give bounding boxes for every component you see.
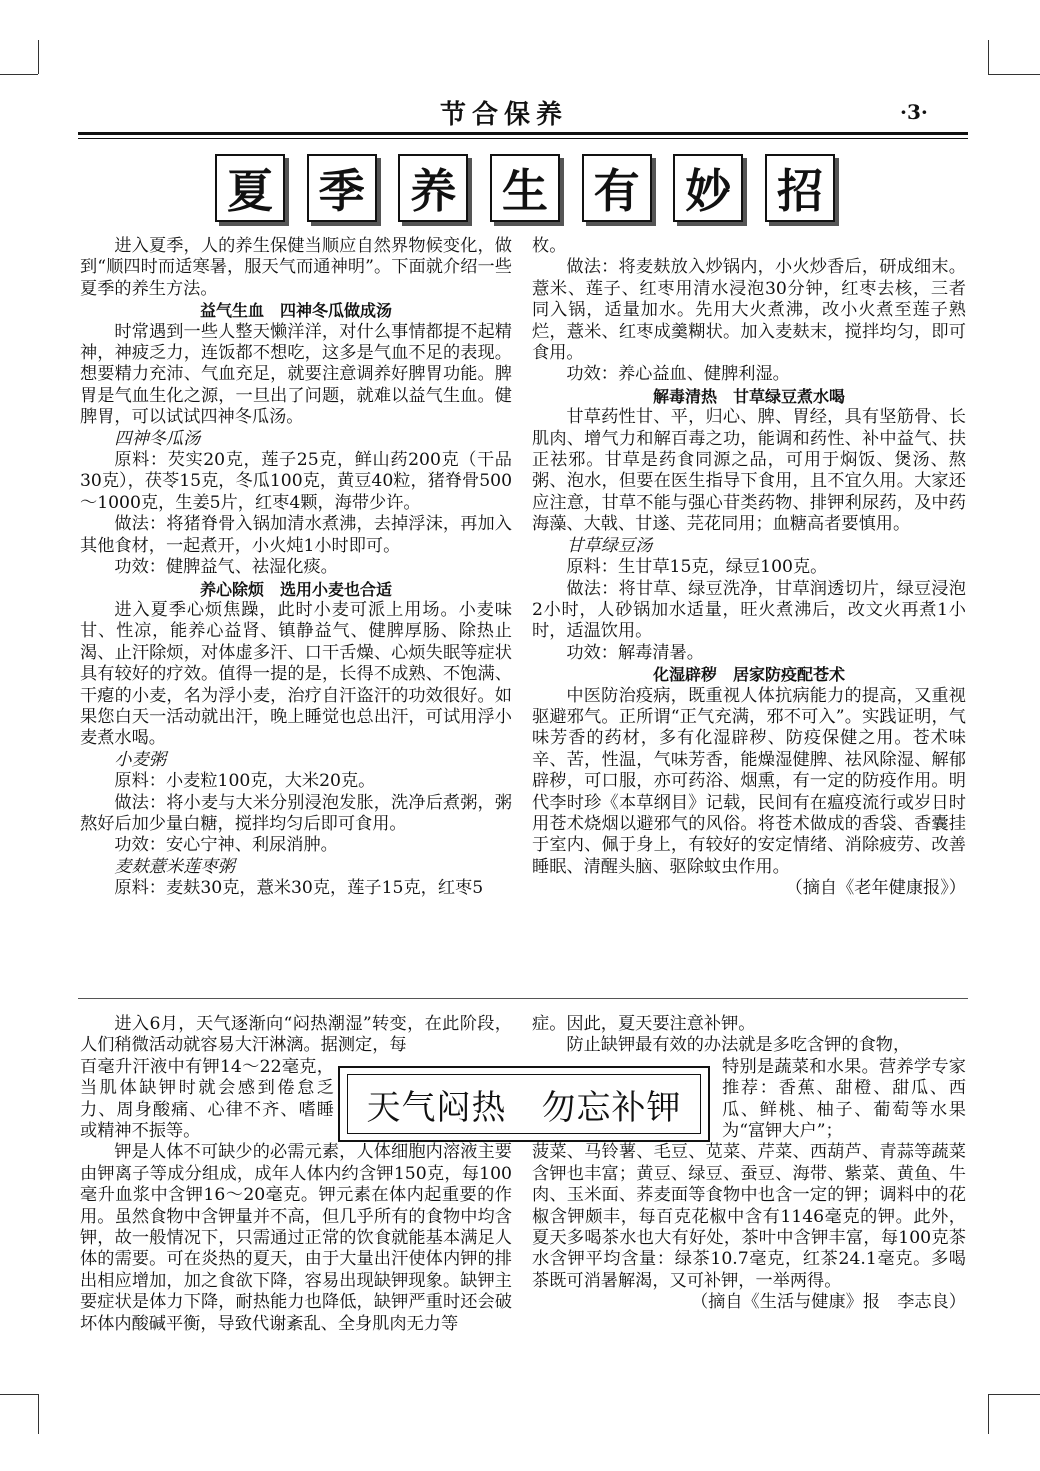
crop-mark xyxy=(988,1394,1040,1395)
subheading: 养心除烦 选用小麦也合适 xyxy=(199,579,392,599)
paragraph: 枚。 xyxy=(532,236,567,256)
article2-paragraph: 百毫升汗液中有钾14～22毫克，当肌体缺钾时就会感到倦怠乏力、周身酸痛、心律不齐、嗜睡或精神不振等。 xyxy=(80,1056,334,1142)
subheading: 益气生血 四神冬瓜做成汤 xyxy=(199,301,392,321)
crop-mark xyxy=(0,74,38,75)
crop-mark xyxy=(0,1394,38,1395)
paragraph: 功效：解毒清暑。 xyxy=(566,642,704,663)
recipe-label: 小麦粥 xyxy=(114,749,166,770)
title-char: 夏 xyxy=(215,154,285,222)
paragraph: 做法：将猪脊骨入锅加清水煮沸，去掉浮沫，再加入其他食材，一起煮开，小火炖1小时即可。 xyxy=(80,514,512,556)
title-char: 生 xyxy=(490,154,560,222)
recipe-label: 麦麸薏米莲枣粥 xyxy=(114,856,235,877)
title-char: 养 xyxy=(398,154,468,222)
paragraph: 原料：小麦粒100克，大米20克。 xyxy=(114,771,376,792)
title-char: 招 xyxy=(765,154,835,222)
recipe-label: 四神冬瓜汤 xyxy=(114,428,201,449)
title-char: 有 xyxy=(582,154,652,222)
article2-paragraph: 进入6月，天气逐渐向“闷热潮湿”转变，在此阶段，人们稍微活动就容易大汗淋漓。据测定，每 xyxy=(80,1014,512,1056)
article2-paragraph: 防止缺钾最有效的办法就是多吃含钾的食物， xyxy=(566,1035,911,1056)
header-rule xyxy=(78,132,968,135)
paragraph: 做法：将麦麸放入炒锅内，小火炒香后，研成细末。薏米、莲子、红枣用清水浸泡30分钟，红枣去核，三者同入锅，适量加水。先用大火煮沸，改小火煮至莲子熟烂，薏米、红枣成羹糊状。加入麦麸末，搅拌均匀，即可食用。 xyxy=(532,257,966,364)
crop-mark xyxy=(38,40,39,74)
article2-right-column xyxy=(532,1014,966,1314)
subheading: 化湿辟秽 居家防疫配苍术 xyxy=(652,665,845,685)
recipe-label: 甘草绿豆汤 xyxy=(566,535,653,556)
subheading: 解毒清热 甘草绿豆煮水喝 xyxy=(652,386,845,406)
paragraph: 做法：将小麦与大米分别浸泡发胀，洗净后煮粥，粥熬好后加少量白糖，搅拌均匀后即可食用。 xyxy=(80,792,512,834)
article2-left-column xyxy=(80,1014,512,1335)
article2-title: 天气闷热 勿忘补钾 xyxy=(347,1074,701,1134)
crop-mark xyxy=(988,40,989,74)
title-char: 季 xyxy=(307,154,377,222)
article1-title xyxy=(215,154,835,220)
article2-paragraph: 菠菜、马铃薯、毛豆、苋菜、芹菜、西葫芦、青蒜等蔬菜含钾也丰富；黄豆、绿豆、蚕豆、海带、紫菜、黄鱼、牛肉、玉米面、荞麦面等食物中也含一定的钾；调料中的花椒含钾颇丰，每百克花椒中含有1146毫克的钾。此外，夏天多喝茶水也大有好处，茶叶中含钾丰富，每100克茶水含钾平均含量：绿茶10.7毫克，红茶24.1毫克。多喝茶既可消暑解渴，又可补钾，一举两得。 xyxy=(532,1142,966,1291)
article2-paragraph: 特别是蔬菜和水果。营养学专家推荐：香蕉、甜橙、甜瓜、西瓜、鲜桃、柚子、葡萄等水果为“富钾大户”； xyxy=(722,1056,966,1142)
article2-paragraph: 钾是人体不可缺少的必需元素，人体细胞内溶液主要由钾离子等成分组成，成年人体内约含钾150克，每100毫升血浆中含钾16～20毫克。钾元素在体内起重要的作用。虽然食物中含钾量并不高，但几乎所有的食物中均含钾，故一般情况下，只需通过正常的饮食就能基本满足人体的需要。可在炎热的夏天，由于大量出汗使体内钾的排出相应增加，加之食欲下降，容易出现缺钾现象。缺钾主要症状是体力下降，耐热能力也降低，缺钾严重时还会破坏体内酸碱平衡，导致代谢紊乱、全身肌肉无力等 xyxy=(80,1142,512,1334)
crop-mark xyxy=(988,74,1040,75)
paragraph: 功效：安心宁神、利尿消肿。 xyxy=(114,835,338,856)
article2-paragraph: 症。因此，夏天要注意补钾。 xyxy=(532,1014,756,1034)
paragraph: 中医防治疫病，既重视人体抗病能力的提高，又重视驱避邪气。正所谓“正气充满，邪不可入”。实践证明，气味芳香的药材，多有化湿辟秽、防疫保健之用。苍术味辛、苦，性温，气味芳香，能燥湿健脾、祛风除湿、解郁辟秽，可口服，亦可药浴、烟熏，有一定的防疫作用。明代李时珍《本草纲目》记载，民间有在瘟疫流行或岁日时用苍术烧烟以避邪气的风俗。将苍术做成的香袋、香囊挂于室内、佩于身上，有较好的安定情绪、消除疲劳、改善睡眠、清醒头脑、驱除蚊虫作用。 xyxy=(532,685,966,877)
paragraph: 做法：将甘草、绿豆洗净，甘草润透切片，绿豆浸泡2小时，人砂锅加水适量，旺火煮沸后，改文火再煮1小时，适温饮用。 xyxy=(532,578,966,642)
crop-mark xyxy=(38,1394,39,1434)
article1-left-column xyxy=(80,236,512,900)
article-divider xyxy=(78,998,968,999)
title-char: 妙 xyxy=(673,154,743,222)
article2-source: （摘自《生活与健康》报 李志良） xyxy=(690,1292,966,1313)
paragraph: 功效：健脾益气、祛湿化痰。 xyxy=(114,557,338,578)
crop-mark xyxy=(988,1394,989,1434)
paragraph: 原料：生甘草15克，绿豆100克。 xyxy=(566,557,828,578)
section-title: 节合保养 xyxy=(440,100,569,130)
article1-right-column xyxy=(532,236,966,900)
page-number: ·3· xyxy=(900,100,928,124)
paragraph: 原料：芡实20克，莲子25克，鲜山药200克（干品30克），茯苓15克，冬瓜100克，黄豆40粒，猪脊骨500～1000克，生姜5片，红枣4颗，海带少许。 xyxy=(80,450,512,513)
paragraph: 时常遇到一些人整天懒洋洋，对什么事情都提不起精神，神疲乏力，连饭都不想吃，这多是气血不足的表现。想要精力充沛、气血充足，就要注意调养好脾胃功能。脾胃是气血生化之源，一旦出了问题，就难以益气生血。健脾胃，可以试试四神冬瓜汤。 xyxy=(80,321,512,428)
header-rule-thin xyxy=(78,138,968,139)
paragraph: 甘草药性甘、平，归心、脾、胃经，具有坚筋骨、长肌肉、增气力和解百毒之功，能调和药性、补中益气、扶正祛邪。甘草是药食同源之品，可用于焖饭、煲汤、熬粥、泡水，但要在医生指导下食用，且不宜久用。大家还应注意，甘草不能与强心苷类药物、排钾利尿药，及中药海藻、大戟、甘遂、芫花同用；血糖高者要慎用。 xyxy=(532,407,966,535)
article-source: （摘自《老年健康报》） xyxy=(785,878,966,899)
paragraph: 进入夏季心烦焦躁，此时小麦可派上用场。小麦味甘、性凉，能养心益肾、镇静益气、健脾厚肠、除热止渴、止汗除烦，对体虚多汗、口干舌燥、心烦失眠等症状具有较好的疗效。值得一提的是，长得不成熟、不饱满、干瘪的小麦，名为浮小麦，治疗自汗盗汗的功效很好。如果您白天一活动就出汗，晚上睡觉也总出汗，可试用浮小麦煮水喝。 xyxy=(80,599,512,749)
paragraph: 原料：麦麸30克，薏米30克，莲子15克，红枣5 xyxy=(114,878,484,899)
paragraph: 进入夏季，人的养生保健当顺应自然界物候变化，做到“顺四时而适寒暑，服天气而通神明”。下面就介绍一些夏季的养生方法。 xyxy=(80,236,512,299)
paragraph: 功效：养心益血、健脾利湿。 xyxy=(566,364,790,385)
